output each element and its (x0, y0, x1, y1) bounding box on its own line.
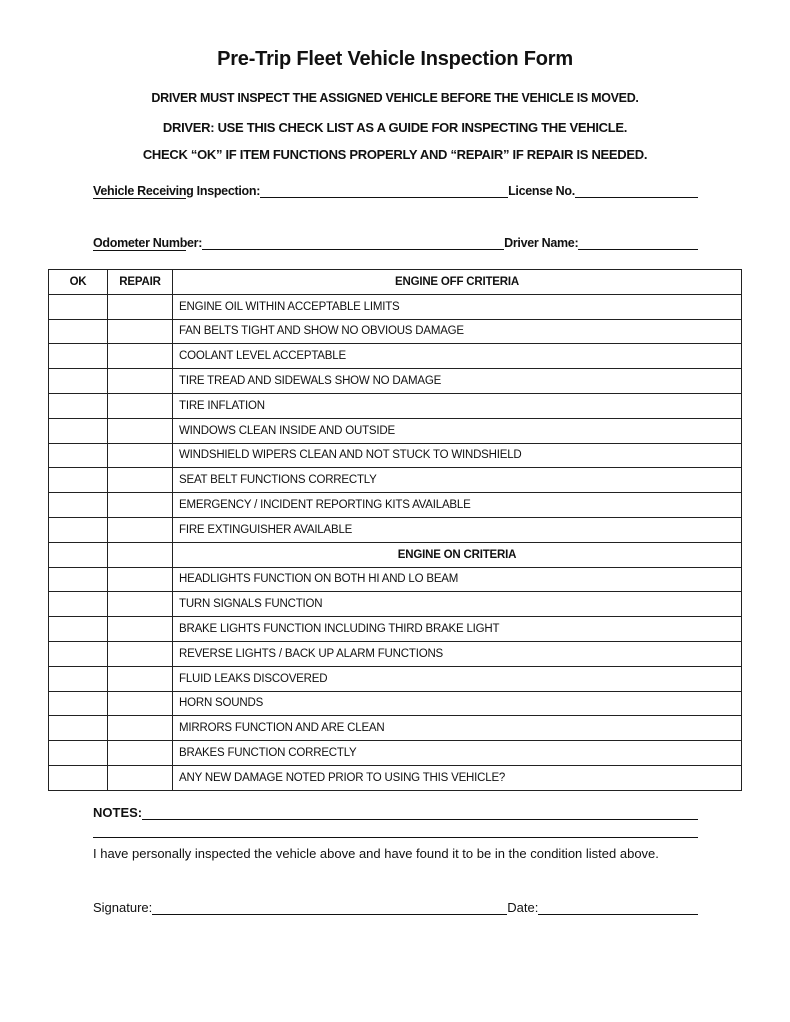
ok-checkbox[interactable] (49, 344, 108, 369)
ok-checkbox[interactable] (49, 443, 108, 468)
ok-checkbox[interactable] (49, 691, 108, 716)
ok-checkbox[interactable] (49, 741, 108, 766)
table-row (49, 691, 742, 716)
ok-checkbox[interactable] (49, 567, 108, 592)
table-row (49, 641, 742, 666)
vehicle-receiving-inspection-label: Vehicle Receiving Inspection: (93, 184, 261, 198)
table-row (49, 666, 742, 691)
repair-checkbox[interactable] (108, 443, 173, 468)
checklist-item: BRAKE LIGHTS FUNCTION INCLUDING THIRD BRAKE LIGHT (173, 617, 742, 642)
driver-name-field-continuation[interactable] (93, 250, 186, 251)
ok-checkbox[interactable] (49, 393, 108, 418)
odometer-driver-row (93, 232, 698, 250)
repair-checkbox[interactable] (108, 517, 173, 542)
ok-checkbox[interactable] (49, 319, 108, 344)
checklist-item: HEADLIGHTS FUNCTION ON BOTH HI AND LO BEAM (173, 567, 742, 592)
checklist-item: BRAKES FUNCTION CORRECTLY (173, 741, 742, 766)
table-row (49, 294, 742, 319)
ok-checkbox[interactable] (49, 716, 108, 741)
notes-label: NOTES: (93, 805, 143, 820)
checklist-item: FAN BELTS TIGHT AND SHOW NO OBVIOUS DAMAGE (173, 319, 742, 344)
repair-checkbox[interactable] (108, 641, 173, 666)
engine-on-heading: ENGINE ON CRITERIA (173, 542, 742, 567)
checklist-item: HORN SOUNDS (173, 691, 742, 716)
checklist-item: WINDOWS CLEAN INSIDE AND OUTSIDE (173, 418, 742, 443)
checklist-item: SEAT BELT FUNCTIONS CORRECTLY (173, 468, 742, 493)
vehicle-license-row (93, 180, 698, 198)
ok-checkbox[interactable] (49, 765, 108, 790)
table-row (49, 493, 742, 518)
checklist-item: EMERGENCY / INCIDENT REPORTING KITS AVAILABLE (173, 493, 742, 518)
table-row (49, 617, 742, 642)
table-row (49, 592, 742, 617)
table-row (49, 765, 742, 790)
table-row (49, 716, 742, 741)
table-row (49, 567, 742, 592)
signature-field[interactable] (152, 900, 507, 915)
ok-checkbox[interactable] (49, 641, 108, 666)
table-header-row (49, 270, 742, 295)
driver-name-label: Driver Name: (504, 236, 579, 250)
table-row (49, 418, 742, 443)
checklist-item: MIRRORS FUNCTION AND ARE CLEAN (173, 716, 742, 741)
checklist-item: ANY NEW DAMAGE NOTED PRIOR TO USING THIS VEHICLE? (173, 765, 742, 790)
checklist-item: TURN SIGNALS FUNCTION (173, 592, 742, 617)
notes-field[interactable] (142, 805, 698, 820)
instruction-2: DRIVER: USE THIS CHECK LIST AS A GUIDE FOR INSPECTING THE VEHICLE. (162, 120, 628, 135)
date-label: Date: (507, 900, 539, 915)
odometer-number-label: Odometer Number: (93, 236, 203, 250)
table-row (49, 741, 742, 766)
repair-checkbox[interactable] (108, 344, 173, 369)
checklist-item: TIRE TREAD AND SIDEWALS SHOW NO DAMAGE (173, 369, 742, 394)
date-field[interactable] (538, 900, 698, 915)
repair-checkbox[interactable] (108, 741, 173, 766)
table-row (49, 344, 742, 369)
notes-field-line-2[interactable] (93, 837, 698, 838)
checklist-item: FIRE EXTINGUISHER AVAILABLE (173, 517, 742, 542)
ok-checkbox[interactable] (49, 369, 108, 394)
repair-checkbox[interactable] (108, 294, 173, 319)
odometer-number-field[interactable] (202, 235, 504, 250)
repair-checkbox[interactable] (108, 493, 173, 518)
vehicle-receiving-inspection-field[interactable] (260, 183, 508, 198)
ok-checkbox[interactable] (49, 493, 108, 518)
repair-checkbox[interactable] (108, 567, 173, 592)
repair-checkbox[interactable] (108, 765, 173, 790)
ok-checkbox[interactable] (49, 294, 108, 319)
form-title: Pre-Trip Fleet Vehicle Inspection Form (217, 48, 573, 70)
table-row (49, 393, 742, 418)
ok-checkbox[interactable] (49, 517, 108, 542)
checklist-item: COOLANT LEVEL ACCEPTABLE (173, 344, 742, 369)
empty-cell (108, 542, 173, 567)
signature-label: Signature: (93, 900, 153, 915)
notes-row (93, 805, 698, 820)
repair-column-header: REPAIR (108, 270, 173, 295)
repair-checkbox[interactable] (108, 319, 173, 344)
checklist-item: TIRE INFLATION (173, 393, 742, 418)
repair-checkbox[interactable] (108, 617, 173, 642)
license-no-label: License No. (508, 184, 575, 198)
license-no-field[interactable] (575, 183, 698, 198)
ok-checkbox[interactable] (49, 468, 108, 493)
repair-checkbox[interactable] (108, 666, 173, 691)
repair-checkbox[interactable] (108, 369, 173, 394)
repair-checkbox[interactable] (108, 393, 173, 418)
table-row (49, 443, 742, 468)
ok-checkbox[interactable] (49, 592, 108, 617)
repair-checkbox[interactable] (108, 418, 173, 443)
ok-checkbox[interactable] (49, 617, 108, 642)
ok-checkbox[interactable] (49, 666, 108, 691)
table-row (49, 369, 742, 394)
inspection-checklist-table (48, 269, 742, 791)
section-header-row (49, 542, 742, 567)
checklist-item: ENGINE OIL WITHIN ACCEPTABLE LIMITS (173, 294, 742, 319)
checklist-item: WINDSHIELD WIPERS CLEAN AND NOT STUCK TO WINDSHIELD (173, 443, 742, 468)
repair-checkbox[interactable] (108, 468, 173, 493)
checklist-item: REVERSE LIGHTS / BACK UP ALARM FUNCTIONS (173, 641, 742, 666)
table-row (49, 319, 742, 344)
ok-column-header: OK (49, 270, 108, 295)
repair-checkbox[interactable] (108, 691, 173, 716)
repair-checkbox[interactable] (108, 592, 173, 617)
repair-checkbox[interactable] (108, 716, 173, 741)
empty-cell (49, 542, 108, 567)
driver-name-field[interactable] (578, 235, 698, 250)
checklist-item: FLUID LEAKS DISCOVERED (173, 666, 742, 691)
instruction-3: CHECK “OK” IF ITEM FUNCTIONS PROPERLY AND “REPAIR” IF REPAIR IS NEEDED. (142, 147, 648, 162)
ok-checkbox[interactable] (49, 418, 108, 443)
signature-row (93, 900, 698, 915)
license-no-field-continuation[interactable] (93, 198, 186, 199)
attestation-text: I have personally inspected the vehicle above and have found it to be in the condition listed above. (93, 846, 659, 861)
engine-off-heading: ENGINE OFF CRITERIA (173, 270, 742, 295)
table-row (49, 468, 742, 493)
table-row (49, 517, 742, 542)
instruction-1: DRIVER MUST INSPECT THE ASSIGNED VEHICLE BEFORE THE VEHICLE IS MOVED. (151, 91, 639, 105)
